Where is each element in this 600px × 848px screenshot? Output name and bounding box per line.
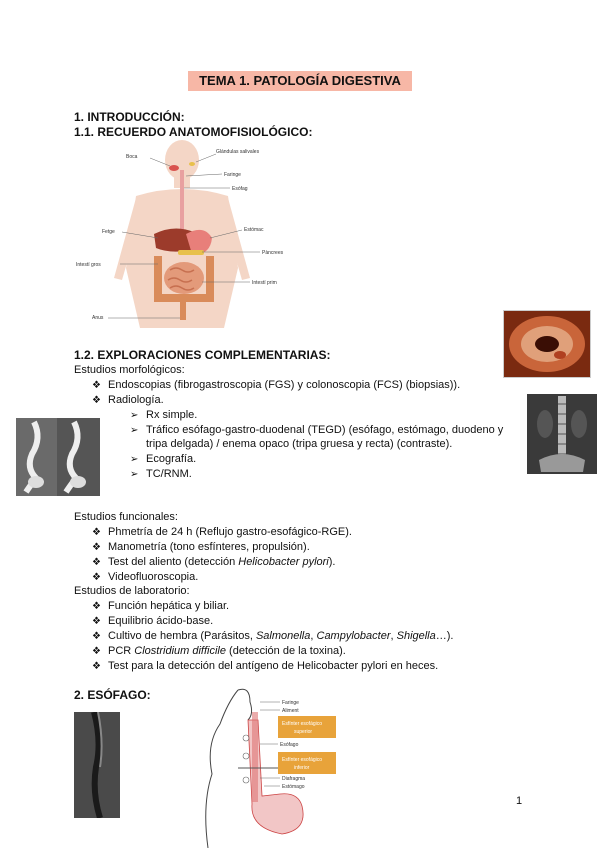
endoscopy-photo (503, 310, 591, 378)
label-anus: Anus (92, 315, 104, 321)
esof-label-aliment: Aliment (282, 708, 299, 714)
esof-label-eei2: inferior (294, 765, 310, 771)
page-title: TEMA 1. PATOLOGÍA DIGESTIVA (188, 71, 412, 91)
barium-xray-image (16, 418, 100, 496)
list-item: ❖ Endoscopias (fibrogastroscopia (FGS) y colonoscopia (FCS) (biopsias)). (92, 379, 461, 391)
list-item: ❖ Cultivo de hembra (Parásitos, Salmonella, Campylobacter, Shigella…). (92, 630, 454, 642)
list-item: ❖ Radiología. (92, 394, 164, 406)
esof-label-esofago: Esófago (280, 742, 299, 748)
label-fetge: Fetge (102, 229, 115, 235)
list-item: ➢ TC/RNM. (130, 468, 192, 480)
label-esofag: Esófag (232, 186, 248, 192)
esof-label-diafragma: Diafragma (282, 776, 306, 782)
lab-heading: Estudios de laboratorio: (74, 585, 190, 597)
bullet-icon: ❖ (92, 527, 101, 538)
arrow-icon: ➢ (130, 425, 139, 436)
label-intestprim: Intestí prim (252, 280, 277, 286)
digestive-anatomy-figure (74, 138, 304, 330)
list-item: ❖ PCR Clostridium difficile (detección de la toxina). (92, 645, 346, 657)
esophagus-diagram (198, 684, 340, 848)
bullet-icon: ❖ (92, 631, 101, 642)
list-item: ❖ Equilibrio ácido-base. (92, 615, 214, 627)
bullet-icon: ❖ (92, 646, 101, 657)
bullet-icon: ❖ (92, 395, 101, 406)
list-item: ➢ Rx simple. (130, 409, 198, 421)
bullet-icon: ❖ (92, 601, 101, 612)
label-boca: Boca (126, 154, 138, 160)
esof-label-eei1: Esfínter esofágico (282, 757, 323, 763)
bullet-icon: ❖ (92, 380, 101, 391)
label-intestgros: Intestí gros (76, 262, 101, 268)
list-item-continuation: tripa delgada) / enema opaco (tripa gruesa y recta) (contraste). (146, 438, 453, 450)
esof-label-ees1: Esfínter esofágico (282, 721, 323, 727)
section-introduccion: 1. INTRODUCCIÓN: (74, 110, 185, 124)
list-item: ➢ Ecografía. (130, 453, 197, 465)
label-estomac: Estómac (244, 227, 264, 233)
esof-label-estomago: Estómago (282, 784, 305, 790)
list-item: ❖ Manometría (tono esfínteres, propulsión). (92, 541, 310, 553)
arrow-icon: ➢ (130, 454, 139, 465)
list-item: ❖ Test del aliento (detección Helicobacter pylori). (92, 556, 336, 568)
list-item: ❖ Phmetría de 24 h (Reflujo gastro-esofágico-RGE). (92, 526, 352, 538)
arrow-icon: ➢ (130, 410, 139, 421)
list-item: ❖ Test para la detección del antígeno de Helicobacter pylori en heces. (92, 660, 439, 672)
section-exploraciones: 1.2. EXPLORACIONES COMPLEMENTARIAS: (74, 348, 331, 362)
morf-heading: Estudios morfológicos: (74, 364, 185, 376)
label-pancrees: Pàncrees (262, 250, 284, 256)
abdominal-xray-image (527, 394, 597, 474)
label-faringe: Faringe (224, 172, 241, 178)
bullet-icon: ❖ (92, 542, 101, 553)
bullet-icon: ❖ (92, 557, 101, 568)
esof-label-faringe: Faringe (282, 700, 299, 706)
list-item: ❖ Videofluoroscopia. (92, 571, 199, 583)
section-esofago: 2. ESÓFAGO: (74, 688, 151, 702)
esof-label-ees2: superior (294, 729, 313, 735)
bullet-icon: ❖ (92, 616, 101, 627)
section-recuerdo: 1.1. RECUERDO ANATOMOFISIOLÓGICO: (74, 125, 313, 139)
arrow-icon: ➢ (130, 469, 139, 480)
func-heading: Estudios funcionales: (74, 511, 178, 523)
label-glandulas: Glándulas salivales (216, 149, 260, 155)
esophagus-xray-image (74, 712, 120, 818)
list-item: ❖ Función hepática y biliar. (92, 600, 230, 612)
page-number: 1 (516, 795, 523, 807)
bullet-icon: ❖ (92, 661, 101, 672)
bullet-icon: ❖ (92, 572, 101, 583)
list-item: ➢ Tráfico esófago-gastro-duodenal (TEGD) (esófago, estómago, duodeno y (130, 424, 504, 436)
